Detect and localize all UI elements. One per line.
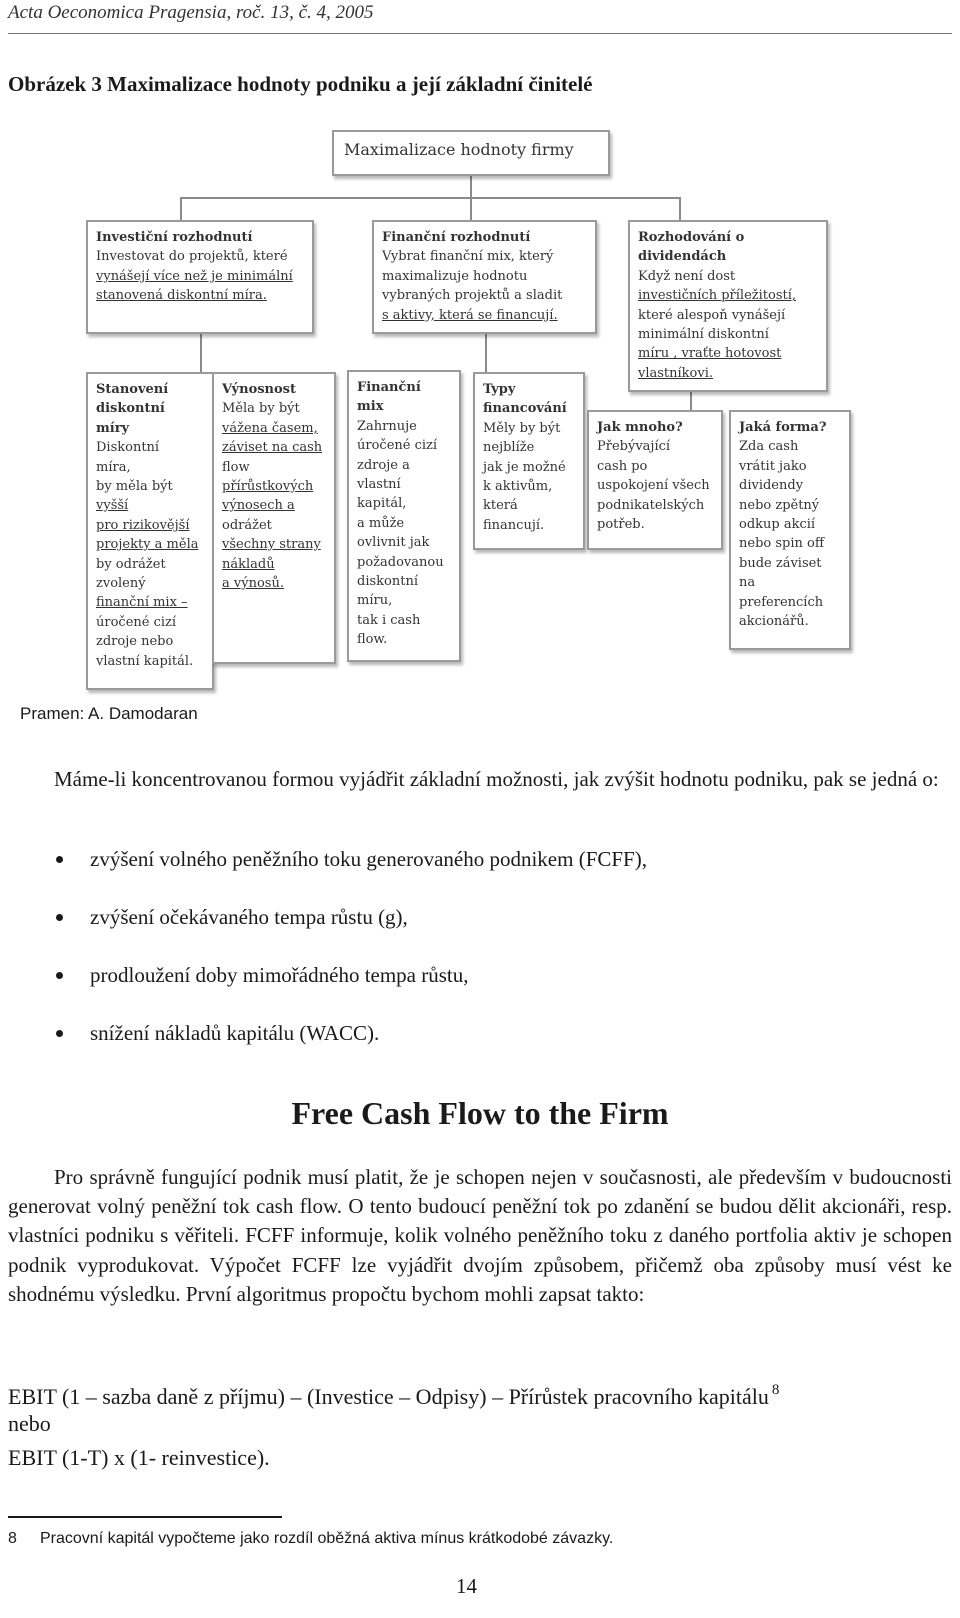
- box-text: Maximalizace hodnoty firmy: [344, 140, 574, 159]
- connector: [180, 197, 680, 199]
- box-line: by odrážet: [96, 556, 166, 572]
- connector: [470, 197, 472, 221]
- section-heading: Free Cash Flow to the Firm: [291, 1095, 669, 1131]
- box-financing-decision: [372, 220, 597, 334]
- body-paragraph: Pro správně fungující podnik musí platit, že je schopen nejen v současnosti, ale především v budoucnosti generovat volný peněžní tok cash flow. O tento budoucí peněžní tok po zdanění se budou dělit akcionáři, resp. vlastníci podniku s věřiteli. FCFF informuje, kolik volného peněžního toku z daného portfolia aktiv je schopen podnik vyprodukovat. Výpočet FCFF lze vyjádřit dvojím způsobem, přičemž oba způsoby musí vést ke shodnému výsledku. První algoritmus propočtu bychom mohli zapsat takto:: [8, 1165, 952, 1306]
- box-line: Měla by být: [222, 401, 300, 417]
- box-line: a může: [357, 515, 405, 531]
- box-line: vyšší: [96, 498, 129, 514]
- box-line: vlastní kapitál.: [96, 653, 194, 669]
- box-line: míra,: [96, 459, 131, 475]
- box-line: odkup akcií: [739, 517, 816, 533]
- box-line: záviset na cash: [222, 440, 323, 456]
- box-line: úročené cizí: [357, 438, 438, 454]
- box-title: Rozhodování o: [638, 230, 745, 245]
- connector: [690, 390, 692, 410]
- box-line: pro rizikovější: [96, 517, 190, 533]
- box-line: bude záviset: [739, 555, 822, 571]
- intro-paragraph: Máme-li koncentrovanou formou vyjádřit základní možnosti, jak zvýšit hodnotu podniku, pak se jedná o:: [54, 767, 939, 791]
- footnote-ref: 8: [771, 1382, 780, 1398]
- footnote-number: 8: [8, 1530, 17, 1547]
- box-line: zdroje nebo: [96, 634, 174, 650]
- box-investment-decision: [86, 220, 314, 334]
- box-what-form: [729, 410, 851, 650]
- box-line: Zahrnuje: [357, 418, 417, 434]
- box-line: zdroje a: [357, 457, 410, 473]
- box-title: financování: [483, 401, 567, 417]
- footnote-text: Pracovní kapitál vypočteme jako rozdíl oběžná aktiva mínus krátkodobé závazky.: [40, 1530, 614, 1547]
- connector: [485, 333, 487, 373]
- box-returns: [212, 372, 336, 664]
- box-line: odrážet: [222, 517, 272, 533]
- list-item-text: snížení nákladů kapitálu (WACC).: [90, 1021, 380, 1045]
- box-line: na: [739, 575, 756, 591]
- box-line: míru,: [357, 593, 393, 609]
- connector: [470, 174, 472, 198]
- list-item: [56, 1019, 647, 1077]
- box-line: jak je možné: [483, 459, 566, 475]
- bullet-icon: [56, 856, 63, 863]
- bullet-list: [56, 845, 647, 1077]
- list-item: [56, 903, 647, 961]
- box-line: která: [483, 498, 518, 514]
- box-line: projekty a měla: [96, 537, 199, 553]
- bullet-icon: [56, 914, 63, 921]
- box-line: flow: [222, 459, 250, 475]
- footnote-rule: [8, 1516, 282, 1518]
- bullet-icon: [56, 1030, 63, 1037]
- list-item-text: zvýšení volného peněžního toku generovaného podnikem (FCFF),: [90, 847, 647, 871]
- box-line: cash po: [597, 458, 648, 474]
- connector: [180, 197, 182, 221]
- running-head: Acta Oeconomica Pragensia, roč. 13, č. 4, 2005: [8, 2, 374, 23]
- box-line: všechny strany: [222, 537, 321, 553]
- box-line: nebo zpětný: [739, 497, 820, 513]
- box-line: přírůstkových: [222, 479, 314, 495]
- box-title: Výnosnost: [222, 382, 297, 397]
- formula-or: nebo: [8, 1411, 51, 1436]
- box-line: akcionářů.: [739, 614, 809, 630]
- list-item: [56, 845, 647, 903]
- box-line: dividendy: [739, 478, 804, 494]
- list-item-text: prodloužení doby mimořádného tempa růstu,: [90, 963, 469, 987]
- box-line: Když není dost: [638, 268, 736, 284]
- box-line: uspokojení všech: [597, 478, 710, 494]
- box-line: flow.: [357, 632, 388, 648]
- formula-text: EBIT (1 – sazba daně z příjmu) – (Investice – Odpisy) – Přírůstek pracovního kapitálu: [8, 1384, 769, 1409]
- box-line: investičních příležitostí,: [638, 288, 797, 304]
- box-line: diskontní: [357, 574, 418, 590]
- box-line: Investovat do projektů, které: [96, 249, 288, 265]
- box-line: výnosech a: [222, 498, 295, 514]
- figure-title: Obrázek 3 Maximalizace hodnoty podniku a její základní činitelé: [8, 72, 593, 96]
- box-title: diskontní: [96, 401, 165, 417]
- box-line: podnikatelských: [597, 497, 705, 513]
- box-line: nejblíže: [483, 440, 535, 456]
- box-line: Zda cash: [739, 439, 799, 455]
- header-rule: [8, 33, 952, 34]
- footnote: [8, 1530, 613, 1548]
- figure-source: Pramen: A. Damodaran: [20, 704, 198, 723]
- box-title: Investiční rozhodnutí: [96, 230, 253, 245]
- formula-2: EBIT (1-T) x (1- reinvestice).: [8, 1445, 270, 1470]
- box-line: k aktivům,: [483, 479, 553, 495]
- box-line: Měly by být: [483, 420, 561, 436]
- box-line: vybraných projektů a sladit: [382, 288, 563, 304]
- box-dividend-decision: [628, 220, 828, 392]
- list-item-text: zvýšení očekávaného tempa růstu (g),: [90, 905, 408, 929]
- box-title: Typy: [483, 382, 516, 397]
- box-line: zvolený: [96, 576, 146, 592]
- box-title: Stanovení: [96, 382, 169, 397]
- box-title: dividendách: [638, 249, 727, 265]
- box-line: nákladů: [222, 556, 275, 572]
- box-line: maximalizuje hodnotu: [382, 268, 528, 284]
- box-line: kapitál,: [357, 496, 407, 512]
- box-financing-mix: [347, 370, 461, 662]
- box-line: potřeb.: [597, 517, 645, 533]
- box-line: míru , vraťte hotovost: [638, 346, 782, 362]
- box-line: vlastní: [357, 477, 401, 493]
- box-line: by měla být: [96, 479, 173, 495]
- box-title: Jak mnoho?: [597, 420, 683, 435]
- box-value-maximization: [332, 130, 610, 176]
- box-line: finanční mix –: [96, 595, 188, 611]
- box-title: Finanční: [357, 380, 421, 395]
- box-title: míry: [96, 420, 130, 436]
- box-hurdle-rate: [86, 372, 214, 690]
- box-line: nebo spin off: [739, 536, 825, 552]
- box-line: úročené cizí: [96, 614, 177, 630]
- box-line: vynášejí více než je minimální: [96, 268, 293, 284]
- connector: [679, 197, 681, 221]
- formula-1: [8, 1376, 779, 1411]
- box-line: Vybrat finanční mix, který: [382, 249, 554, 265]
- box-line: preferencích: [739, 594, 824, 610]
- box-line: Přebývající: [597, 439, 671, 455]
- box-title: mix: [357, 399, 384, 415]
- box-line: požadovanou: [357, 554, 444, 570]
- bullet-icon: [56, 972, 63, 979]
- box-line: vlastníkovi.: [638, 365, 714, 381]
- box-line: financují.: [483, 517, 545, 533]
- box-line: minimální diskontní: [638, 327, 769, 343]
- box-line: a výnosů.: [222, 576, 284, 592]
- box-line: vrátit jako: [739, 458, 807, 474]
- box-line: s aktivy, která se financují.: [382, 307, 558, 323]
- list-item: [56, 961, 647, 1019]
- page-number: 14: [456, 1574, 477, 1598]
- box-financing-type: [473, 372, 585, 550]
- box-line: které alespoň vynášejí: [638, 307, 786, 323]
- box-line: vážena časem,: [222, 420, 318, 436]
- box-how-much: [587, 410, 723, 550]
- box-line: tak i cash: [357, 612, 421, 628]
- box-line: ovlivnit jak: [357, 535, 430, 551]
- box-line: stanovená diskontní míra.: [96, 288, 267, 304]
- box-title: Jaká forma?: [739, 420, 827, 435]
- box-line: Diskontní: [96, 440, 160, 456]
- box-title: Finanční rozhodnutí: [382, 230, 531, 245]
- connector: [200, 332, 202, 372]
